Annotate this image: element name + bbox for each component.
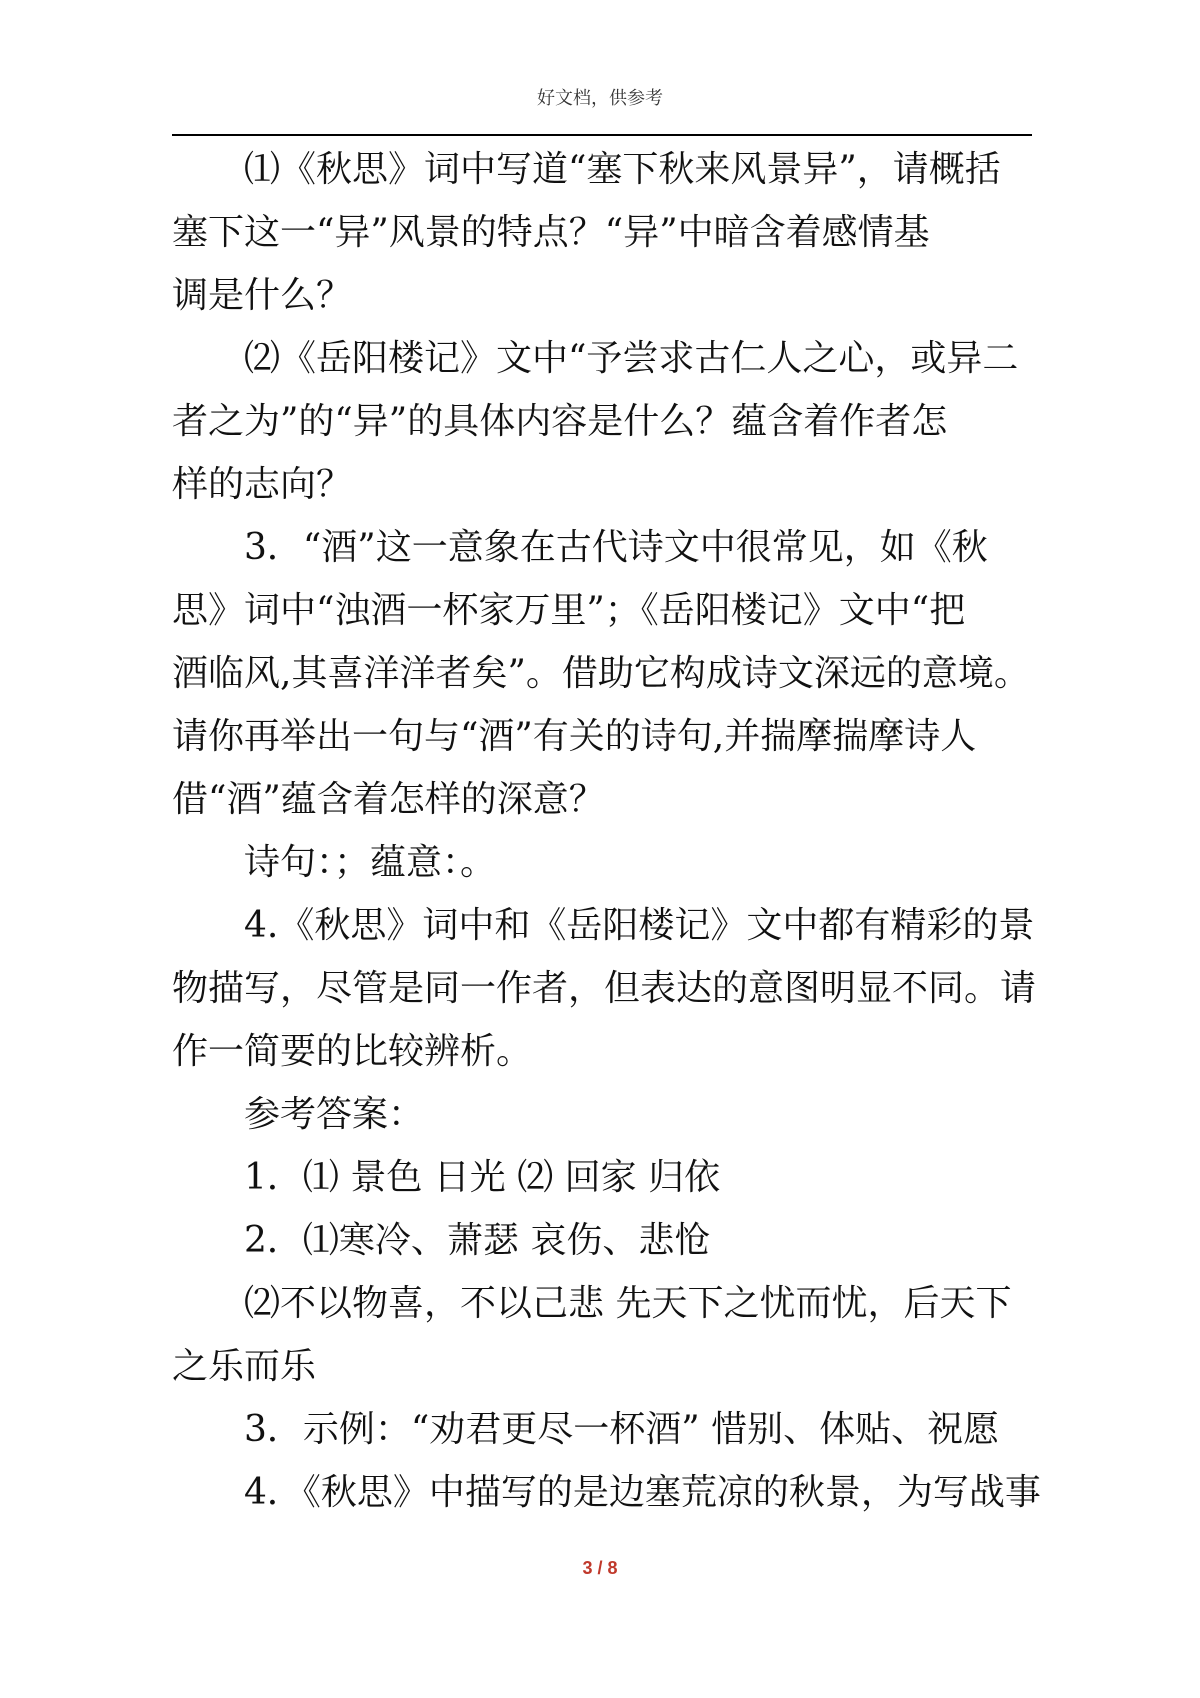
text-line: 塞下这一“异”风景的特点？“异”中暗含着感情基 — [172, 212, 930, 253]
page-header: 好文档，供参考 — [537, 88, 663, 109]
text-line: 借“酒”蕴含着怎样的深意？ — [172, 779, 605, 820]
text-line: ⑵不以物喜，不以己悲 先天下之忧而忧，后天下 — [244, 1283, 1012, 1324]
text-line: 者之为”的“异”的具体内容是什么？蕴含着作者怎 — [172, 401, 948, 442]
text-line: ⑵《岳阳楼记》文中“予尝求古仁人之心，或异二 — [244, 338, 1019, 379]
text-line: 酒临风,其喜洋洋者矣”。借助它构成诗文深远的意境。 — [172, 653, 1030, 694]
text-line: ⑴《秋思》词中写道“塞下秋来风景异”，请概括 — [244, 149, 1001, 190]
text-line: 请你再举出一句与“酒”有关的诗句,并揣摩揣摩诗人 — [172, 716, 977, 757]
text-line: 之乐而乐 — [172, 1346, 317, 1387]
text-line: 诗句：；蕴意：。 — [244, 842, 497, 883]
text-line: 4．《秋思》中描写的是边塞荒凉的秋景，为写战事 — [244, 1472, 1041, 1513]
document-body — [172, 138, 1042, 1524]
text-line: 4.《秋思》词中和《岳阳楼记》文中都有精彩的景 — [244, 905, 1035, 946]
text-line: 物描写，尽管是同一作者，但表达的意图明显不同。请 — [172, 968, 1037, 1009]
page-number: 3 / 8 — [582, 1558, 618, 1578]
text-line: 3．示例：“劝君更尽一杯酒” 惜别、体贴、祝愿 — [244, 1409, 1000, 1450]
text-line: 3．“酒”这一意象在古代诗文中很常见，如《秋 — [244, 527, 988, 568]
text-line: 调是什么？ — [172, 275, 353, 316]
text-line: 2．⑴寒冷、萧瑟 哀伤、悲怆 — [244, 1220, 711, 1261]
header-rule — [172, 134, 1032, 136]
text-line: 样的志向？ — [172, 464, 353, 505]
text-line: 参考答案： — [244, 1094, 425, 1135]
text-line: 思》词中“浊酒一杯家万里”；《岳阳楼记》文中“把 — [172, 590, 966, 631]
text-line: 1．⑴ 景色 日光 ⑵ 回家 归依 — [244, 1157, 721, 1198]
text-line: 作一简要的比较辨析。 — [172, 1031, 533, 1072]
